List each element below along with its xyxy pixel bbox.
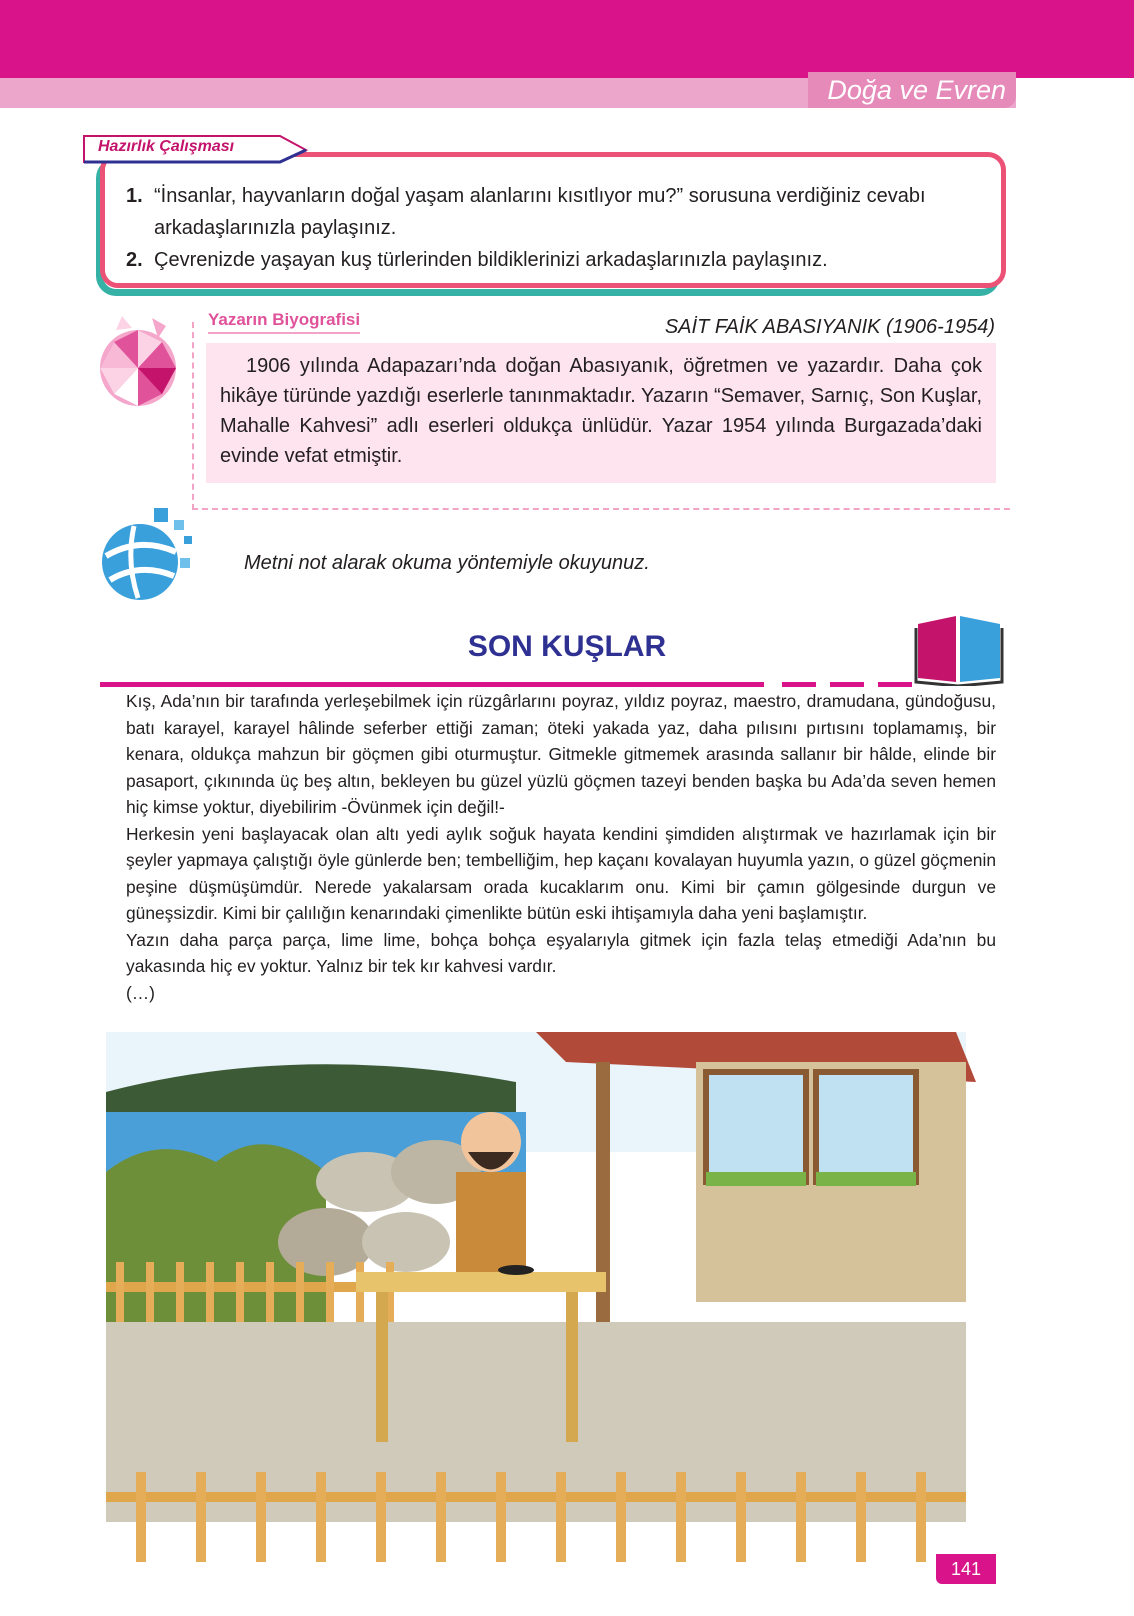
prep-item-1: [126, 180, 986, 244]
geodesic-ball-icon: [92, 312, 188, 412]
unit-title: Doğa ve Evren: [808, 72, 1016, 108]
prep-tag: [80, 132, 310, 166]
bio-text: 1906 yılında Adapazarı’nda doğan Abasıyanık, öğretmen ve yazardır. Daha çok hikâye türünde yazdığı eserlerle tanınmaktadır. Yazarın “Semaver, Sarnıç, Son Kuşlar, Mahalle Kahvesi” adlı eserleri oldukça ünlüdür. Yazar 1954 yılında Burgazada’daki evinde vefat etmiştir.: [220, 355, 982, 467]
story-paragraph: Herkesin yeni başlayacak olan altı yedi aylık soğuk hayata kendini şimdiden alıştırmak ve hazırlamak için bir şeyler yapmaya çalıştığı öyle günlerde ben; tembelliğim, hep kaçanı kovalayan huyumla yazın, o güzel göçmenin peşine düşmüşümdür. Nerede yakalarsam orada kucaklarım onu. Kimi bir çamın gölgesinde durgun ve güneşsizdir. Kimi bir çalılığın kenarındaki çimenlikte bütün eski ihtişamıyla daha yeni başlamıştır.: [126, 823, 996, 923]
prep-item-2: [126, 244, 986, 276]
story-paragraph: Yazın daha parça parça, lime lime, bohça bohça eşyalarıyla gitmek için fazla telaş etmediği Ada’nın bu yakasında hiç ev yoktur. Yalnız bir tek kır kahvesi vardır.: [126, 929, 996, 976]
header-band: [0, 0, 1134, 78]
page-number: 141: [936, 1554, 996, 1584]
story-title: SON KUŞLAR: [467, 630, 667, 663]
story-paragraph: Kış, Ada’nın bir tarafında yerleşebilmek için rüzgârlarını poyraz, yıldız poyraz, maestro, dramudana, gündoğusu, batı karayel, karayel hâlinde seferber ettiği zaman; öteki yakada yaz, daha pılısını pırtısını toplamamış, bir kenara, oldukça mahzun bir göçmen gibi oturmuştur. Gitmekle gitmemek arasında sallanır bir hâlde, elinde bir pasaport, çıkınında üç beş altın, bekleyen bu güzel yüzlü göçmen tazeyi benden başka bu Ada’da seven hemen hiç kimse yoktur, diyebilirim -Övünmek için değil!-: [126, 691, 996, 817]
title-dash: [878, 682, 912, 687]
open-book-icon: [914, 614, 1004, 686]
reading-instruction: Metni not alarak okuma yöntemiyle okuyunuz.: [244, 552, 650, 574]
prep-item-number: 2.: [126, 249, 143, 271]
bio-author: SAİT FAİK ABASIYANIK (1906-1954): [664, 316, 995, 338]
prep-list: [126, 180, 986, 276]
prep-tag-label: Hazırlık Çalışması: [98, 138, 235, 155]
prep-item-number: 1.: [126, 185, 143, 207]
cafe-scene-illustration: [96, 1022, 984, 1582]
title-rule: [100, 682, 764, 687]
prep-item-text: Çevrenizde yaşayan kuş türlerinden bildiklerinizi arkadaşlarınızla paylaşınız.: [154, 249, 828, 271]
bio-box: [206, 343, 996, 483]
title-dash: [830, 682, 864, 687]
title-dash: [782, 682, 816, 687]
bio-title: Yazarın Biyografisi: [208, 310, 360, 334]
story-paragraph: (…): [126, 982, 155, 1003]
prep-item-text: “İnsanlar, hayvanların doğal yaşam alanlarını kısıtlıyor mu?” sorusuna verdiğiniz cevabı arkadaşlarınızla paylaşınız.: [154, 185, 926, 239]
puzzle-globe-icon: [96, 506, 200, 606]
story-body: [126, 688, 996, 1006]
